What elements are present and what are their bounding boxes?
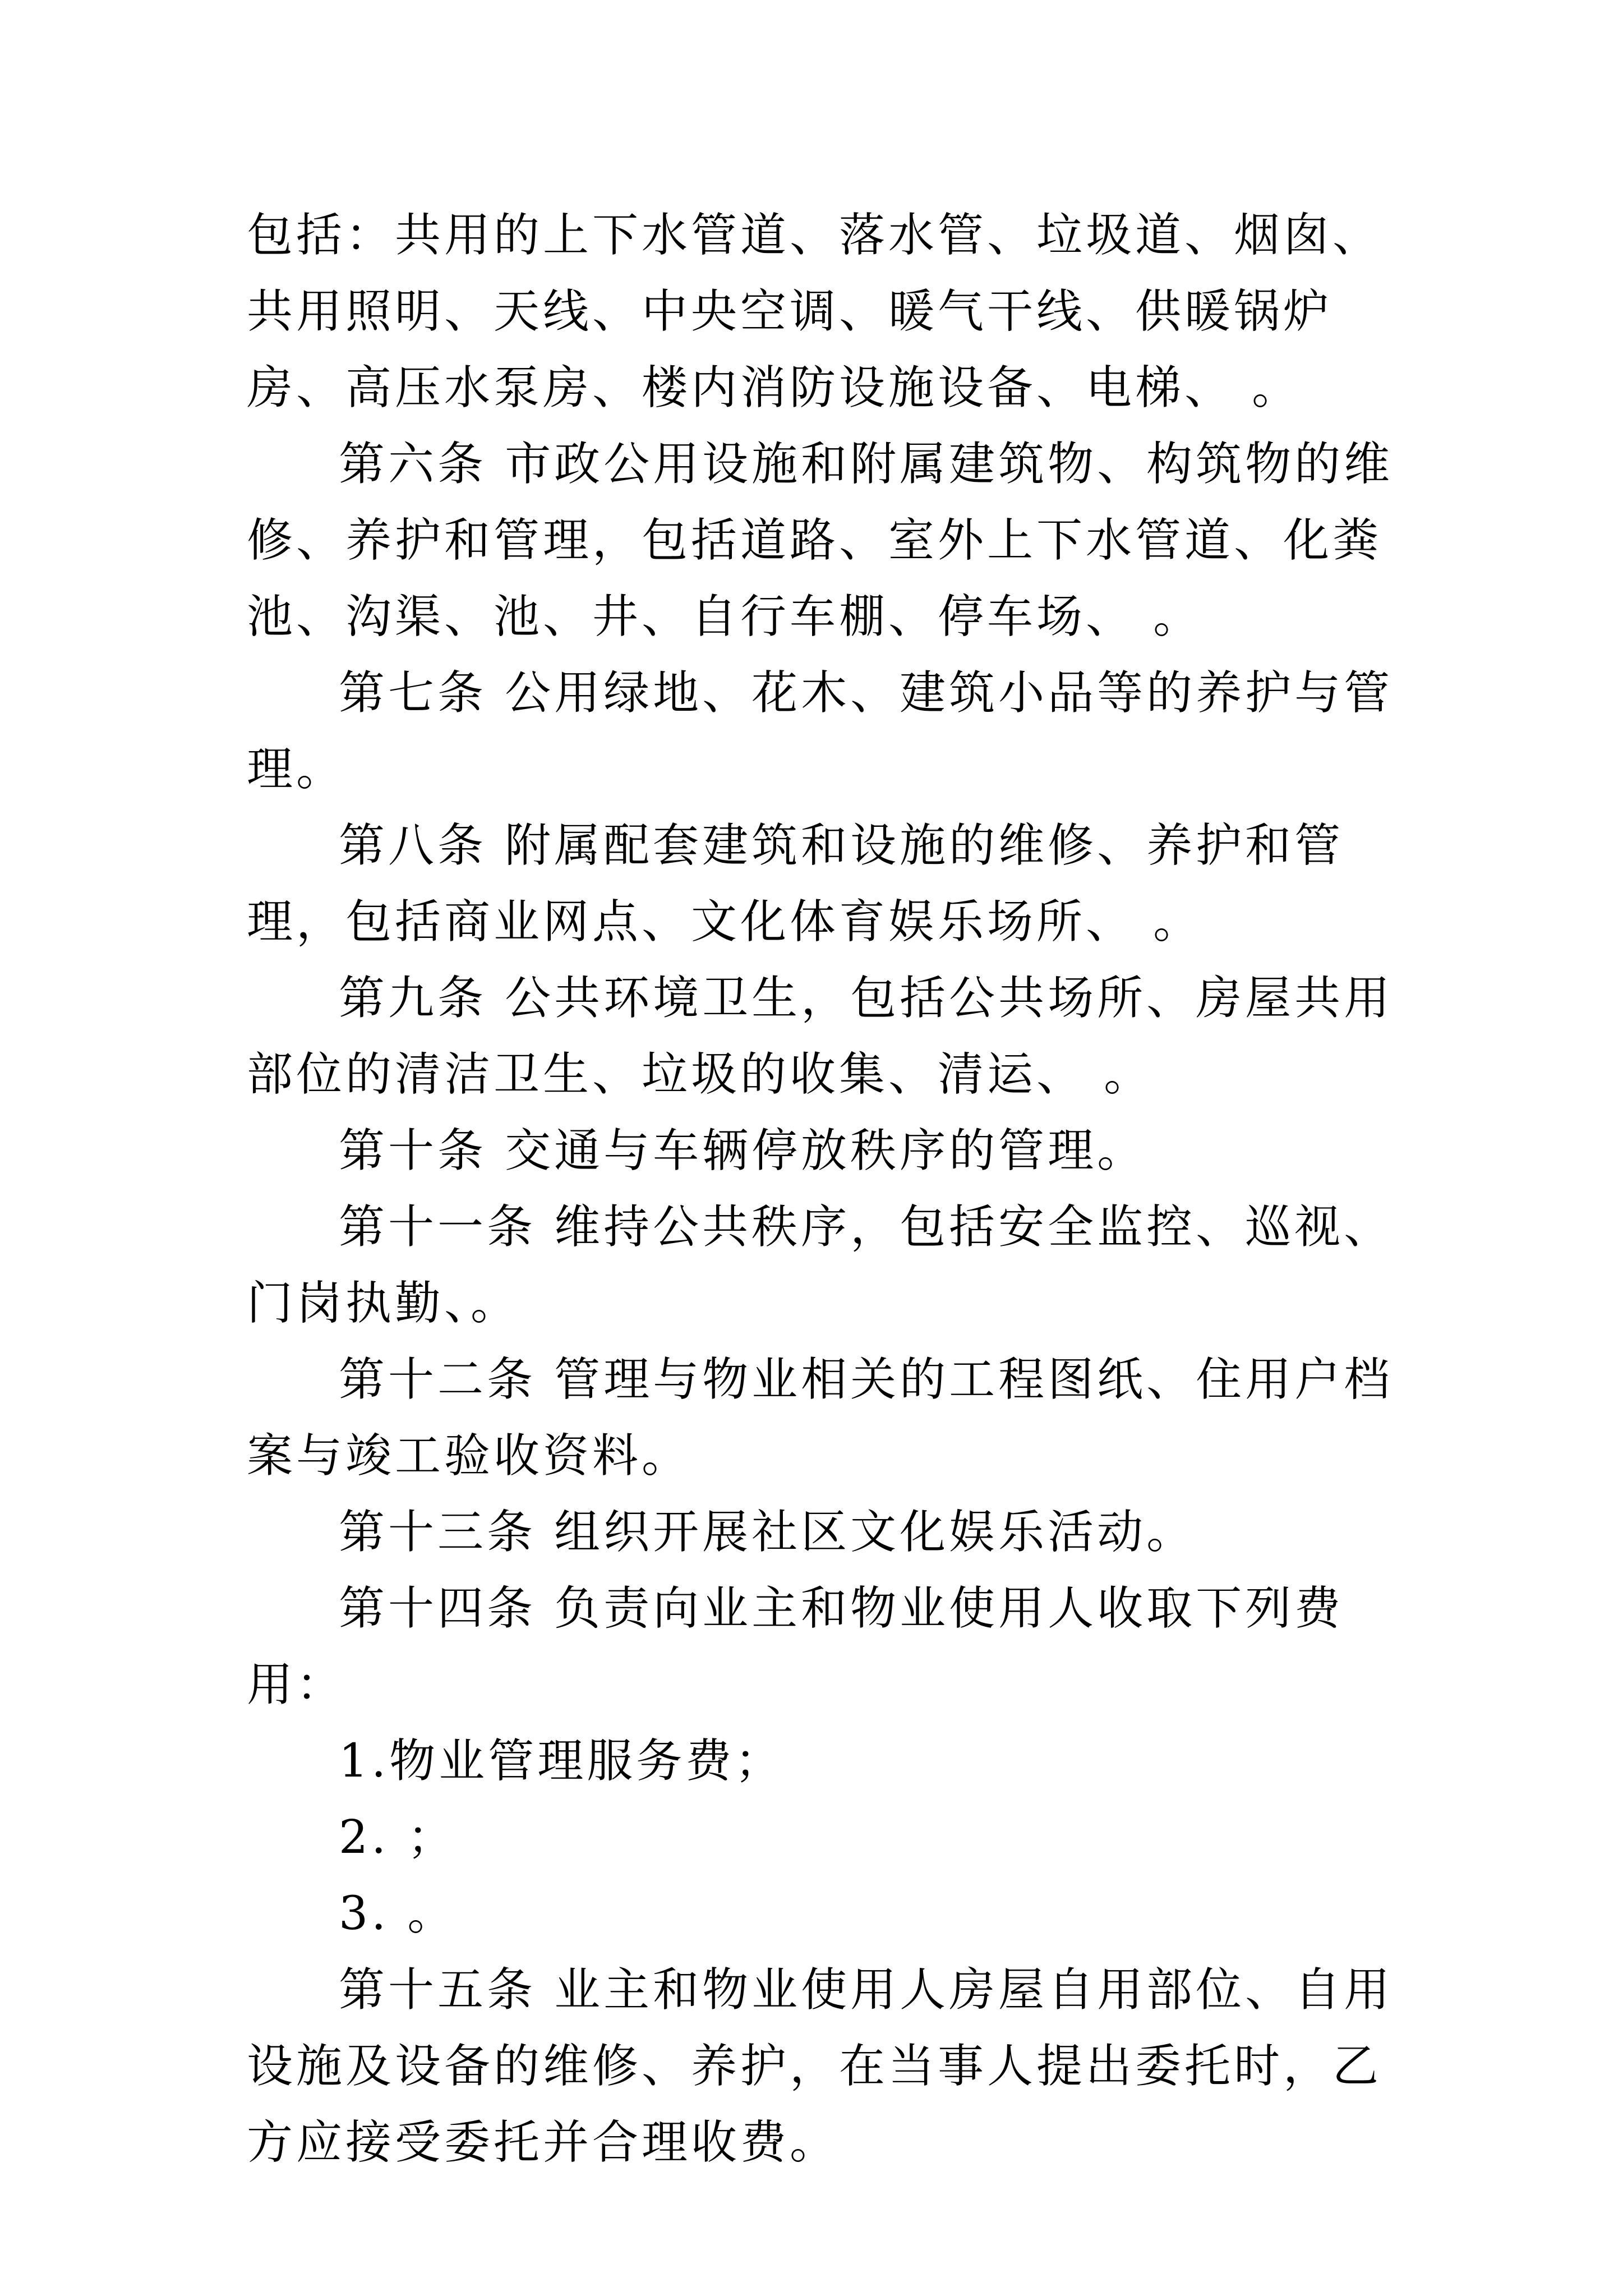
fee-item-1: 1.物业管理服务费； [339,1734,785,1788]
article-13: 第十三条 组织开展社区文化娱乐活动。 [339,1506,1196,1559]
document-body [247,197,1402,2181]
fee-item-2: 2. ； [339,1811,457,1864]
article-8: 第八条 附属配套建筑和设施的维修、养护和管理，包括商业网点、文化体育娱乐场所、 。 [247,819,1344,949]
article-7: 第七条 公用绿地、花木、建筑小品等的养护与管理。 [247,666,1394,796]
article-6: 第六条 市政公用设施和附属建筑物、构筑物的维修、养护和管理，包括道路、室外上下水管道、化粪池、沟渠、池、井、自行车棚、停车场、 。 [247,438,1394,643]
article-14: 第十四条 负责向业主和物业使用人收取下列费用： [247,1582,1344,1711]
article-9: 第九条 公共环境卫生，包括公共场所、房屋共用部位的清洁卫生、垃圾的收集、清运、 。 [247,972,1394,1101]
paragraph-continuation: 包括：共用的上下水管道、落水管、垃圾道、烟囱、共用照明、天线、中央空调、暖气干线、供暖锅炉房、高压水泵房、楼内消防设施设备、电梯、 。 [247,209,1382,415]
fee-item-3: 3. 。 [339,1887,457,1940]
article-15: 第十五条 业主和物业使用人房屋自用部位、自用设施及设备的维修、养护，在当事人提出委托时，乙方应接受委托并合理收费。 [247,1963,1394,2169]
article-12: 第十二条 管理与物业相关的工程图纸、住用户档案与竣工验收资料。 [247,1353,1394,1483]
article-11: 第十一条 维持公共秩序，包括安全监控、巡视、门岗执勤、。 [247,1200,1394,1330]
article-10: 第十条 交通与车辆停放秩序的管理。 [339,1124,1147,1177]
